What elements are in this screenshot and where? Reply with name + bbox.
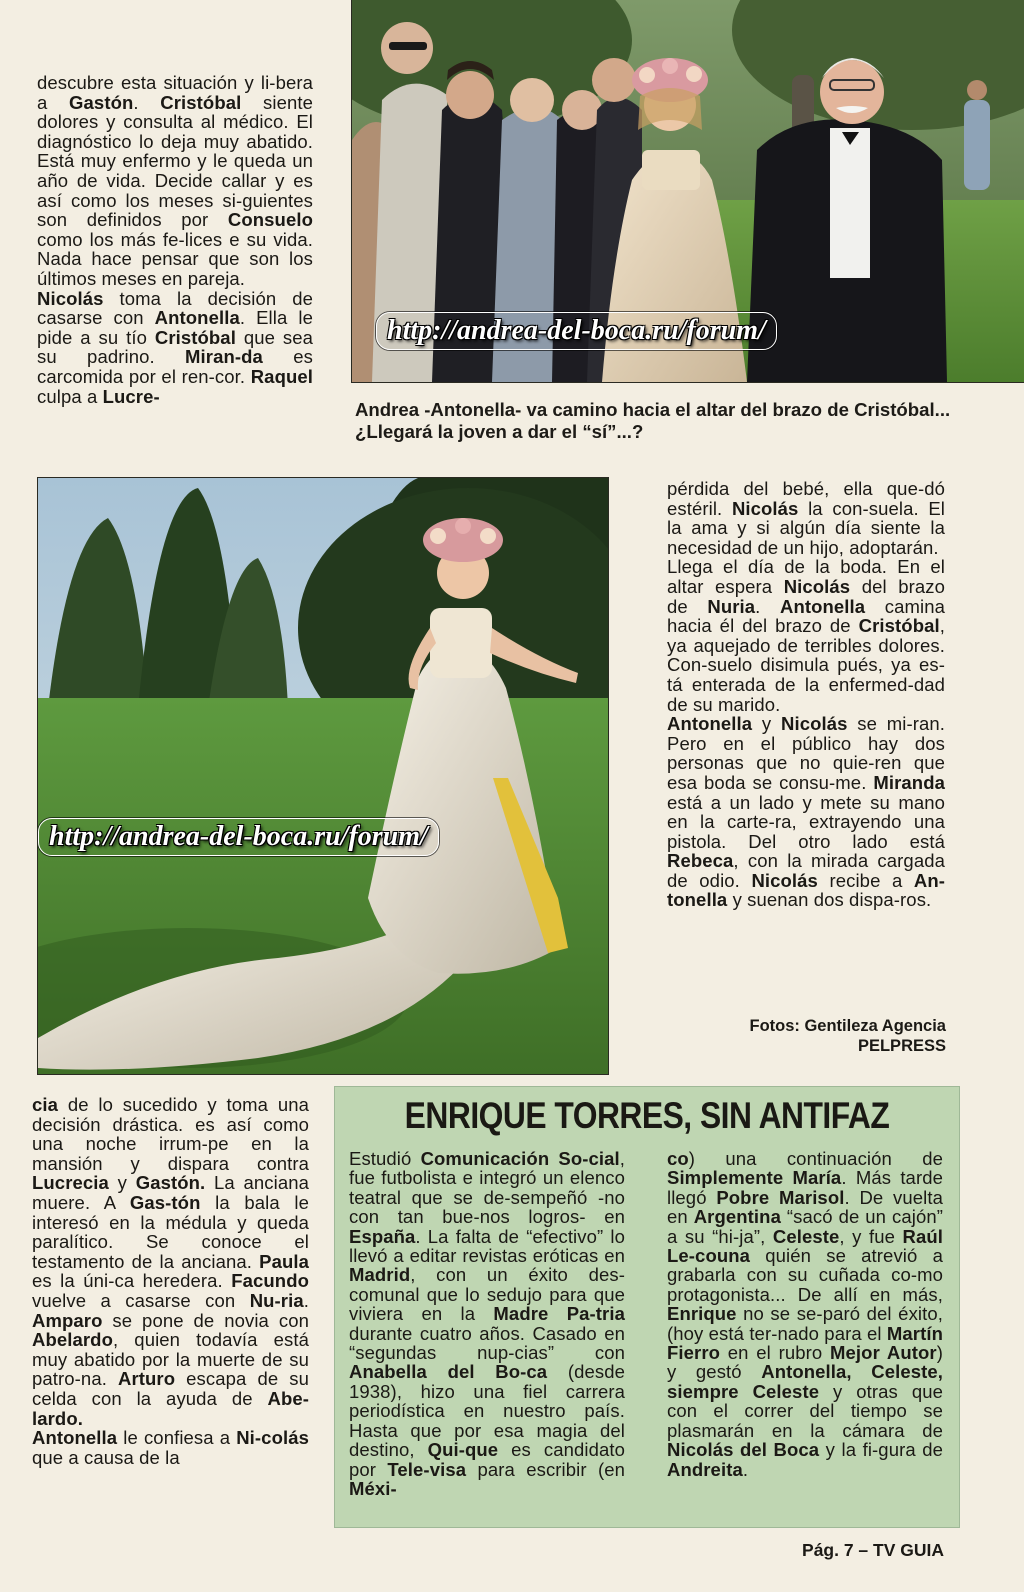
bold-name: Argentina (693, 1206, 781, 1228)
bold-name: Tele-visa (387, 1458, 467, 1480)
text-run: Estudió (349, 1148, 421, 1169)
bold-name: Consuelo (227, 209, 313, 231)
text-run: ) una continuación de (688, 1148, 943, 1169)
bold-name: Cristóbal (858, 615, 940, 637)
bold-name: Antonella, Celeste, siempre Celeste (667, 1361, 943, 1402)
bold-name: Mejor Autor (830, 1342, 937, 1364)
bold-name: Madre Pa-tria (493, 1303, 625, 1325)
text-run: pérdida del bebé, ella que-dó estéril. (667, 478, 945, 519)
bold-name: Rebeca (667, 850, 734, 872)
photo-caption: Andrea -Antonella- va camino hacia el altar del brazo de Cristóbal... ¿Llegará la joven a dar el “sí”...? (355, 399, 951, 442)
text-run: culpa a (37, 385, 103, 407)
text-run: , ya aquejado de terribles dolores. Con-suelo disimula pués, ya es-tá enterada de la enfermed-dad de su marido. (667, 615, 945, 715)
sidebar-column-right (667, 1149, 943, 1479)
article-column-2 (667, 479, 945, 910)
bold-name: Lucre- (102, 385, 160, 407)
text-run: siente dolores y consulta al médico. El diagnóstico lo deja muy abatido. Está muy enfermo y le queda un año de vida. Decide callar y es así como los meses si-guientes son definidos por (37, 91, 313, 231)
text-run: que sea su padrino. (37, 326, 313, 368)
text-run: es candidato por (349, 1439, 625, 1480)
text-run: la bala le interesó en la médula y queda paralítico. Se conoce el testamento de la anciana. (32, 1191, 309, 1272)
text-run: se pone de novia con (102, 1309, 309, 1331)
photo-credit (749, 1016, 946, 1056)
text-run: toma la decisión de casarse con (37, 287, 313, 329)
text-run: para escribir (en (466, 1458, 626, 1480)
text-run: . De vuelta en (667, 1186, 943, 1228)
text-run: se mi-ran. Pero en el público hay dos personas que no quie-ren que esa boda se consu-me. (667, 713, 945, 793)
paragraph (667, 1149, 943, 1479)
bold-name: Cristóbal (160, 91, 242, 113)
text-run: y otras que con el correr del tiempo se plasmarán en la cámara de (667, 1380, 943, 1441)
bold-name: Qui-que (427, 1439, 499, 1461)
bold-name: Miran-da (185, 346, 263, 368)
photo-credit-line-2: PELPRESS (857, 1037, 946, 1055)
bold-name: Pobre Marisol (716, 1186, 845, 1208)
bride-on-lawn-photo (38, 478, 608, 1074)
text-run: que a causa de la (32, 1446, 180, 1468)
bold-name: Gastón (69, 91, 134, 113)
bold-name: Antonella (667, 713, 753, 735)
text-run: del brazo de (667, 575, 945, 617)
bold-name: Ni-colás (236, 1427, 309, 1449)
text-run: . La falta de “efectivo” lo llevó a editar revistas eróticas en (349, 1225, 625, 1267)
bold-name: Nicolás (731, 497, 799, 519)
text-run: quién se atrevió a grabarla con su cuñada co-mo protagonista... De allí en más, (667, 1245, 943, 1305)
bold-name: Raquel (250, 365, 313, 387)
page-footer: Pág. 7 – TV GUIA (802, 1540, 944, 1560)
text-run: recibe a (817, 869, 914, 891)
sidebar-column-left (349, 1149, 625, 1498)
bold-name: Facundo (231, 1270, 309, 1292)
text-run: como los más fe-lices e su vida. Nada hace pensar que son los últimos meses en pareja. (37, 228, 313, 289)
text-run: Llega el día de la boda. En el altar espera (667, 556, 945, 597)
bold-name: Lucrecia (32, 1172, 109, 1194)
text-run: ) y gestó (667, 1342, 944, 1383)
bold-name: Nicolás (783, 575, 851, 597)
bold-name: Nicolás del Boca (667, 1439, 820, 1461)
bold-name: Antonella (32, 1427, 118, 1449)
bold-name: Arturo (117, 1368, 176, 1390)
watermark-link-2: http://andrea-del-boca.ru/forum/ (38, 818, 439, 856)
bold-name: Cristóbal (154, 326, 236, 348)
bold-name: Enrique (667, 1303, 737, 1325)
text-run: en el rubro (720, 1342, 831, 1364)
text-run: la con-suela. El la ama y si algún día siente la necesidad de un hijo, adoptarán. (667, 497, 945, 558)
watermark-link: http://andrea-del-boca.ru/forum/ (376, 312, 777, 350)
text-run: , y fue (839, 1225, 903, 1247)
text-run: no se se-paró del éxito, (hoy está ter-nado para el (667, 1303, 943, 1344)
bold-name: Antonella (154, 307, 240, 329)
text-run: , con la mirada cargada de odio. (667, 850, 945, 891)
sidebar-title: ENRIQUE TORRES, SIN ANTIFAZ (404, 1095, 890, 1136)
text-run: , con un éxito des-comunal que lo sedujo para que viviera en la (349, 1264, 625, 1325)
bold-name: Méxi- (349, 1477, 397, 1499)
text-run: escapa de su celda con la ayuda de (32, 1368, 309, 1409)
paragraph (37, 289, 313, 407)
bold-name: Abe-lardo. (32, 1387, 309, 1429)
bold-name: Andreita (667, 1458, 743, 1480)
bold-name: Nuria (707, 595, 756, 617)
bold-name: Nu-ria (249, 1289, 304, 1311)
bold-name: An-tonella (667, 869, 945, 911)
photo-credit-line-1: Fotos: Gentileza Agencia (749, 1017, 946, 1035)
text-run: . Ella le pide a su tío (37, 307, 313, 348)
bold-name: Abelardo (32, 1329, 113, 1351)
text-run: . Más tarde llegó (667, 1167, 943, 1208)
bold-name: Comunicación So-cial (420, 1148, 620, 1169)
text-run: vuelve a casarse con (32, 1289, 250, 1311)
bold-name: Nicolás (37, 287, 104, 309)
bold-name: Nicolás (751, 869, 818, 891)
text-run: y suenan dos dispa-ros. (727, 889, 932, 911)
paragraph (32, 1095, 309, 1428)
text-run: durante cuatro años. Casado en “segundas nup-cias” con (349, 1322, 625, 1364)
bold-name: Nicolás (781, 713, 848, 735)
paragraph (349, 1149, 625, 1498)
sidebar-box (334, 1086, 960, 1528)
text-run: La anciana muere. A (32, 1172, 309, 1213)
paragraph (37, 73, 313, 289)
bold-name: cia (32, 1094, 59, 1115)
text-run: . (755, 595, 780, 617)
wedding-procession-photo (352, 0, 1024, 382)
text-run: es la úni-ca heredera. (32, 1270, 232, 1292)
paragraph (32, 1428, 309, 1467)
text-run: , fue futbolista e integró un elenco teatral que se de-sempeñó -no con tan bue-nos logros- en (349, 1148, 625, 1228)
bold-name: co (667, 1148, 689, 1169)
bold-name: España (349, 1225, 416, 1247)
bold-name: Gas-tón (129, 1191, 201, 1213)
article-column-3 (32, 1095, 309, 1467)
text-run: y (752, 713, 782, 735)
text-run: es carcomida por el ren-cor. (37, 346, 313, 387)
paragraph (667, 479, 945, 557)
text-run: (desde 1938), hizo una fiel carrera periodística en nuestro país. Hasta que por esa magia del destino, (349, 1361, 625, 1461)
bride-illustration (38, 478, 608, 1074)
text-run: . (303, 1289, 309, 1311)
bold-name: Anabella del Bo-ca (349, 1361, 548, 1383)
text-run: le confiesa a (117, 1427, 237, 1449)
paragraph (667, 714, 945, 910)
text-run: “sacó de un cajón” a su “hi-ja”, (667, 1206, 943, 1247)
text-run: está a un lado y mete su mano en la carte-ra, extrayendo una pistola. Del otro lado está (667, 791, 945, 852)
bold-name: Miranda (873, 771, 945, 793)
bold-name: Madrid (349, 1264, 411, 1286)
text-run: . (133, 91, 161, 113)
bold-name: Antonella (779, 595, 866, 617)
paragraph (667, 557, 945, 714)
text-run: descubre esta situación y li-bera a (37, 72, 313, 113)
text-run: de lo sucedido y toma una decisión drástica. es así como una noche irrum-pe en la mansión y dispara contra (32, 1094, 309, 1174)
bold-name: Simplemente María (667, 1167, 842, 1189)
text-run: camina hacia él del brazo de (667, 595, 945, 637)
bold-name: Gastón. (135, 1172, 206, 1194)
bold-name: Celeste (772, 1225, 840, 1247)
bold-name: Raúl Le-couna (667, 1225, 943, 1267)
article-column-1 (37, 73, 313, 406)
bold-name: Paula (259, 1250, 309, 1272)
text-run: y la fi-gura de (819, 1439, 944, 1461)
bold-name: Martín Fierro (667, 1322, 943, 1364)
text-run: y (108, 1172, 136, 1194)
text-run: . (742, 1458, 749, 1480)
bold-name: Amparo (32, 1309, 103, 1331)
text-run: , quien todavía está muy abatido por la muerte de su patro-na. (32, 1329, 309, 1390)
